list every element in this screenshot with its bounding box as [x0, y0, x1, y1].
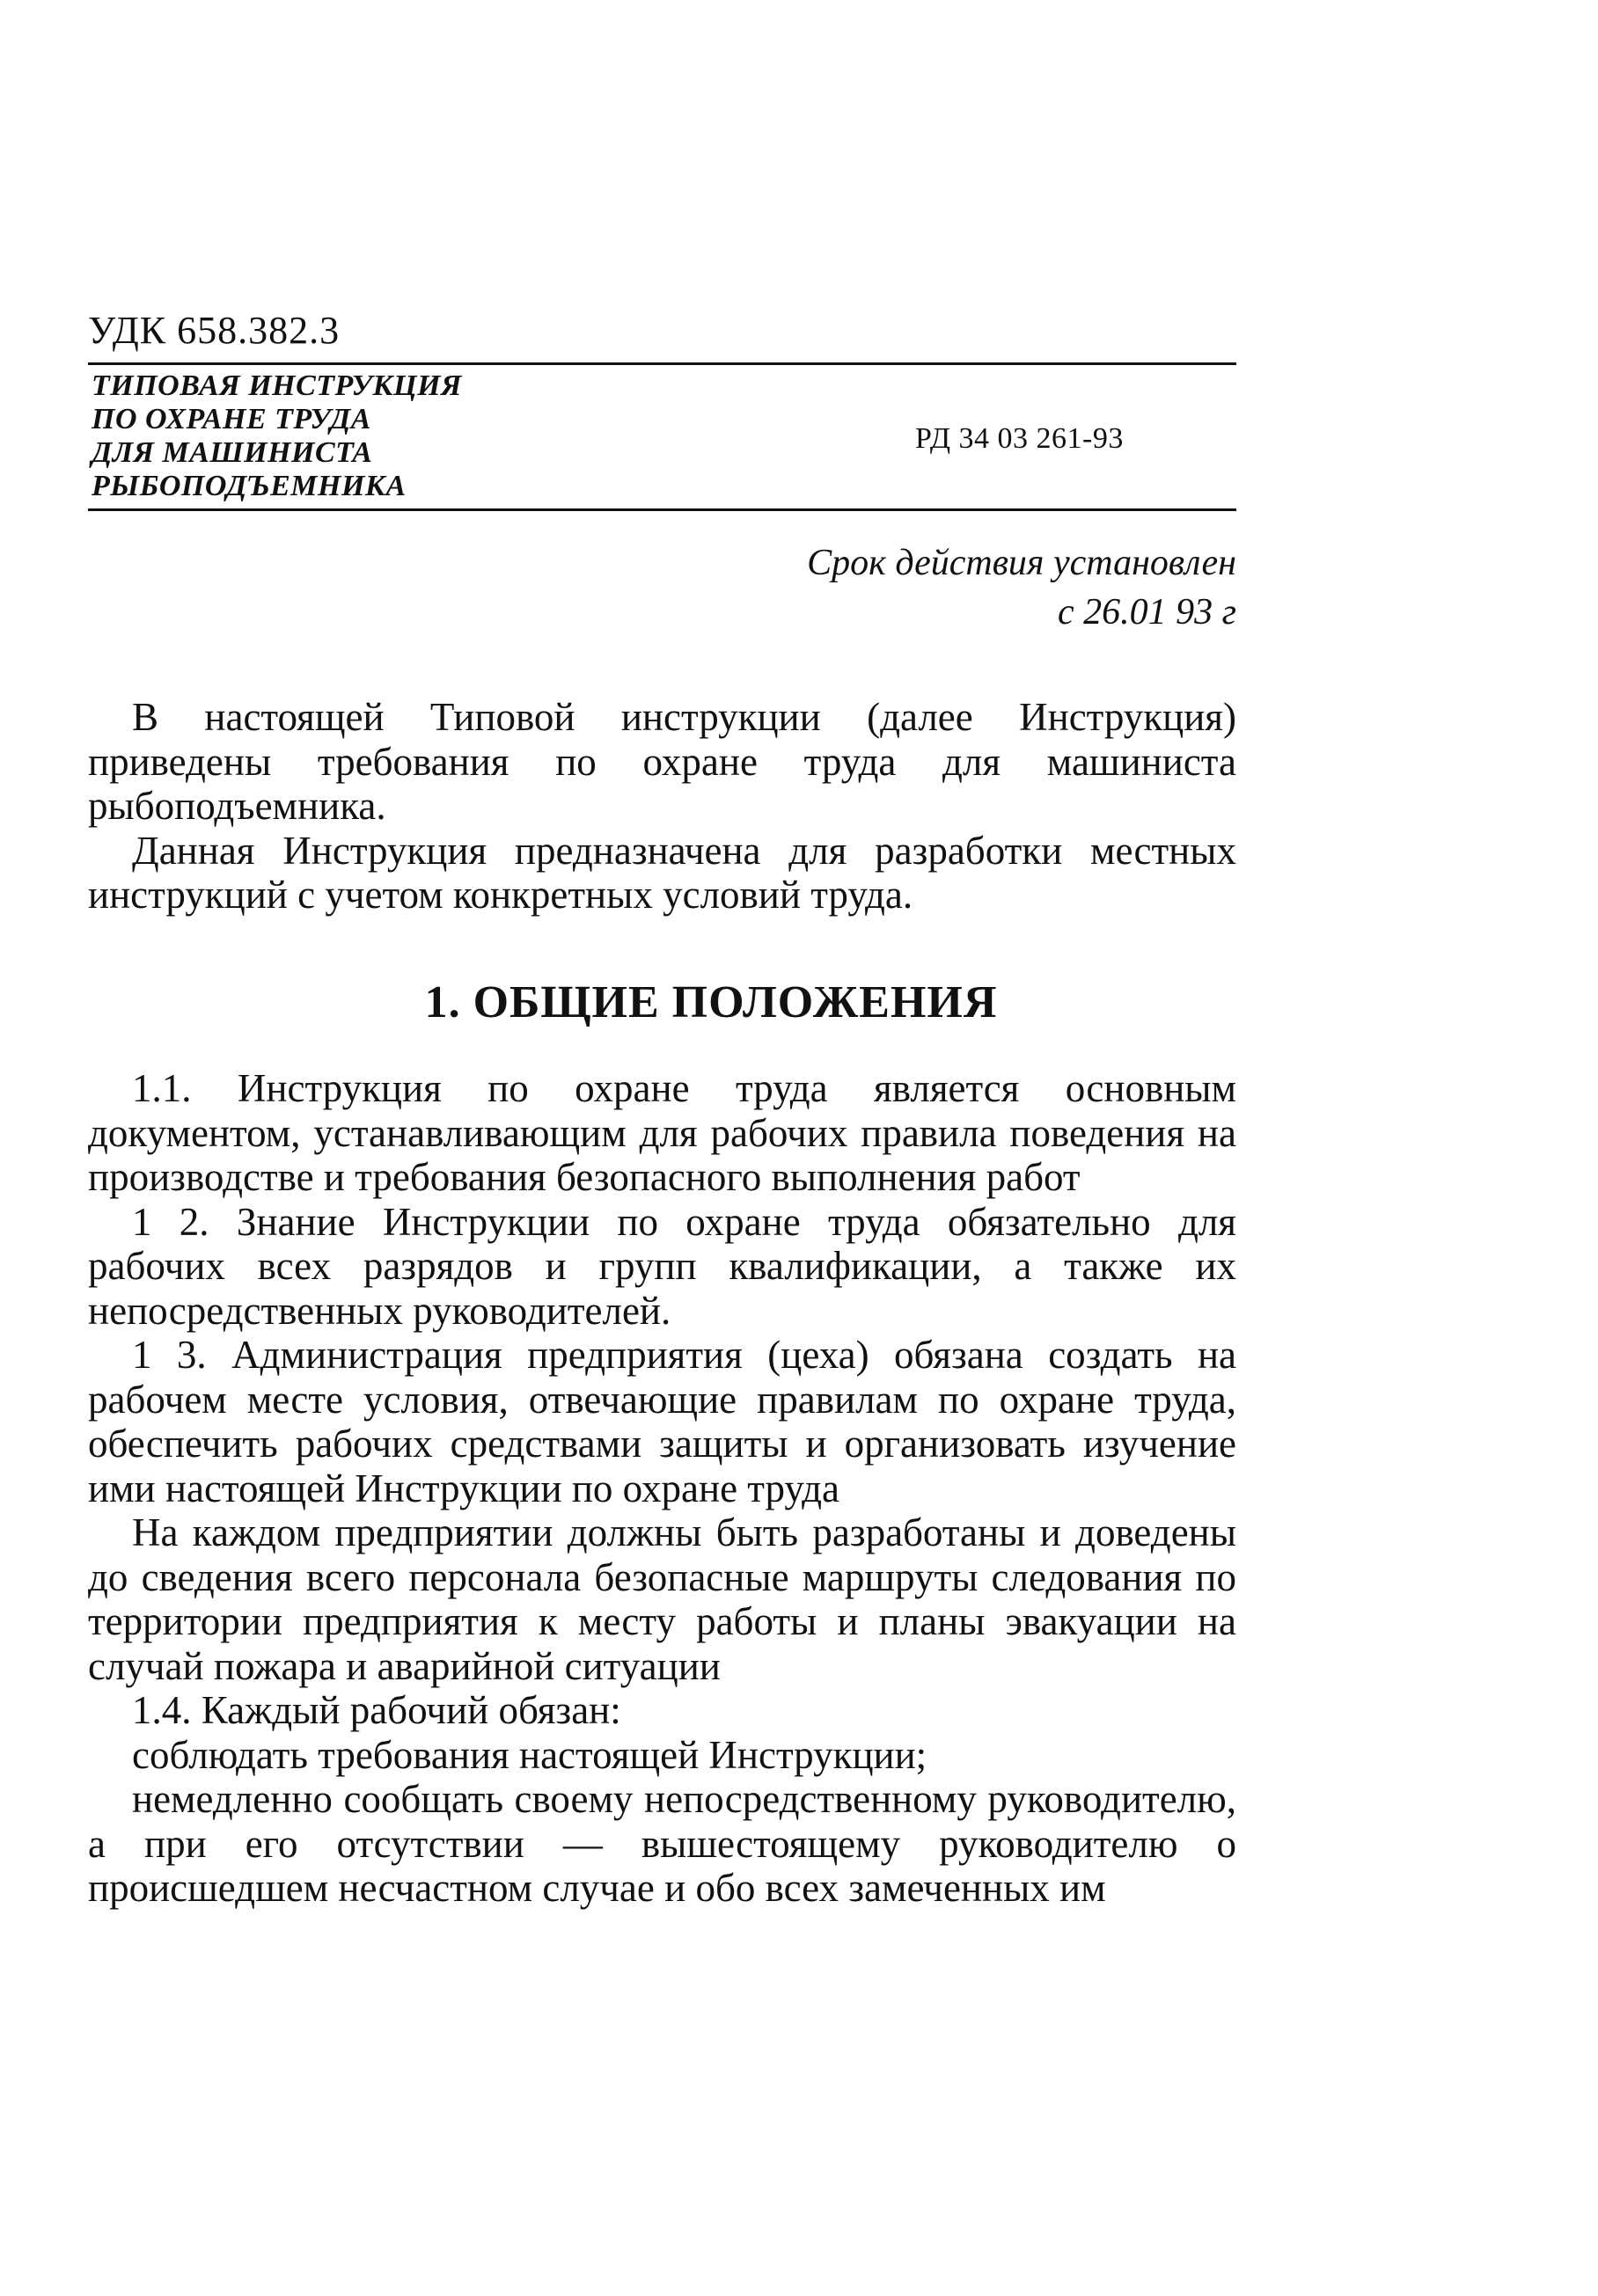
header-rule-top [88, 362, 1236, 365]
intro-text [88, 695, 1236, 918]
section-body [88, 1066, 1236, 1911]
header-rule-bottom [88, 508, 1236, 511]
document-code: РД 34 03 261-93 [915, 422, 1124, 455]
section-paragraph: 1.4. Каждый рабочий обязан: [132, 1688, 621, 1732]
section-paragraph: 1.1. Инструкция по охране труда является основным документом, устанавливающим для рабочих правила поведения на производстве и требования безопасного выполнения работ [88, 1066, 1236, 1199]
validity-line: Срок действия установлен [807, 543, 1236, 583]
section-paragraph: 1 2. Знание Инструкции по охране труда обязательно для рабочих всех разрядов и групп квалификации, а также их непосредственных руководителей. [88, 1199, 1236, 1333]
section-heading: 1. ОБЩИЕ ПОЛОЖЕНИЯ [424, 977, 998, 1027]
document-title [92, 369, 462, 503]
section-paragraph: соблюдать требования настоящей Инструкции; [132, 1732, 927, 1777]
section-paragraph: 1 3. Администрация предприятия (цеха) обязана создать на рабочем месте условия, отвечающие правилам по охране труда, обеспечить рабочих средствами защиты и организовать изучение ими настоящей Инструкции по охране труда [88, 1333, 1236, 1510]
title-line: РЫБОПОДЪЕМНИКА [92, 470, 407, 502]
section-paragraph: На каждом предприятии должны быть разработаны и доведены до сведения всего персонала безопасные маршруты следования по территории предприятия к месту работы и планы эвакуации на случай пожара и аварийной ситуации [88, 1510, 1236, 1688]
intro-paragraph: Данная Инструкция предназначена для разработки местных инструкций с учетом конкретных условий труда. [88, 828, 1236, 917]
title-line: ДЛЯ МАШИНИСТА [92, 436, 373, 469]
validity-date: с 26.01 93 г [1057, 592, 1236, 632]
udk-code: УДК 658.382.3 [88, 309, 341, 352]
section-paragraph: немедленно сообщать своему непосредственному руководителю, а при его отсутствии — вышестоящему руководителю о происшедшем несчастном случае и обо всех замеченных им [88, 1777, 1236, 1910]
title-line: ТИПОВАЯ ИНСТРУКЦИЯ [92, 369, 462, 402]
validity-note [807, 538, 1236, 637]
title-line: ПО ОХРАНЕ ТРУДА [92, 403, 371, 435]
intro-paragraph: В настоящей Типовой инструкции (далее Инструкция) приведены требования по охране труда для машиниста рыбоподъемника. [88, 695, 1236, 828]
